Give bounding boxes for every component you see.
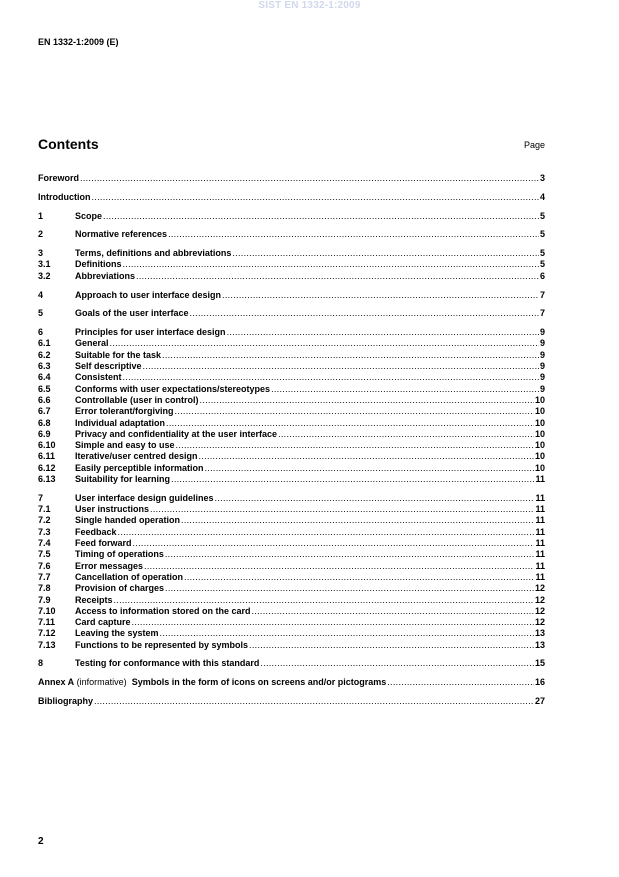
toc-leader-dots bbox=[200, 395, 534, 406]
toc-entry-title bbox=[75, 628, 159, 639]
toc-entry-title bbox=[75, 361, 142, 372]
toc-entry-page: 7 bbox=[539, 308, 545, 319]
page-column-label: Page bbox=[523, 140, 545, 150]
toc-entry-title bbox=[38, 696, 93, 707]
toc-entry-page: 15 bbox=[534, 658, 545, 669]
toc-entry[interactable] bbox=[38, 658, 545, 669]
toc-entry-number: 6.8 bbox=[38, 417, 51, 428]
toc-entry-title bbox=[75, 372, 122, 383]
table-of-contents bbox=[38, 173, 545, 707]
toc-entry[interactable] bbox=[38, 211, 545, 222]
toc-entry-number: 6.12 bbox=[38, 462, 56, 473]
toc-leader-dots bbox=[181, 515, 534, 526]
toc-leader-dots bbox=[176, 440, 534, 451]
toc-leader-dots bbox=[165, 549, 535, 560]
toc-entry-number: 7.6 bbox=[38, 560, 51, 571]
toc-entry-page: 12 bbox=[534, 605, 545, 616]
toc-entry-page: 11 bbox=[535, 526, 545, 537]
toc-entry-title-text: Testing for conformance with this standard bbox=[75, 658, 260, 669]
toc-entry-title-text: Scope bbox=[75, 210, 103, 221]
toc-leader-dots bbox=[199, 451, 534, 462]
toc-entry-number: 6.6 bbox=[38, 394, 51, 405]
toc-entry-page: 11 bbox=[535, 538, 545, 549]
toc-entry-title-text: Error tolerant/forgiving bbox=[75, 406, 174, 417]
toc-entry-page: 5 bbox=[539, 229, 545, 240]
toc-entry-number: 3 bbox=[38, 248, 44, 259]
toc-entry[interactable] bbox=[38, 259, 545, 270]
toc-leader-dots bbox=[123, 259, 539, 270]
toc-entry-title bbox=[75, 504, 149, 515]
toc-entry-page: 12 bbox=[534, 583, 545, 594]
toc-entry-page: 11 bbox=[535, 474, 545, 485]
toc-entry-title bbox=[75, 606, 251, 617]
toc-entry-title-text: User instructions bbox=[75, 504, 150, 515]
toc-entry-number: 3.2 bbox=[38, 270, 51, 281]
toc-entry-title-text: Cancellation of operation bbox=[75, 571, 184, 582]
toc-entry-number: 1 bbox=[38, 210, 44, 221]
toc-entry-title bbox=[75, 549, 164, 560]
toc-entry-page: 12 bbox=[534, 594, 545, 605]
toc-entry-title-text: Approach to user interface design bbox=[75, 289, 222, 300]
toc-entry[interactable] bbox=[38, 395, 545, 406]
toc-entry[interactable] bbox=[38, 271, 545, 282]
toc-entry[interactable] bbox=[38, 372, 545, 383]
toc-entry-title-text: Access to information stored on the card bbox=[75, 605, 251, 616]
toc-entry-page: 10 bbox=[534, 394, 545, 405]
toc-entry-page: 10 bbox=[534, 440, 545, 451]
toc-entry-title bbox=[75, 538, 132, 549]
toc-entry-title bbox=[75, 658, 259, 669]
toc-leader-dots bbox=[114, 595, 534, 606]
toc-entry-title-text: Terms, definitions and abbreviations bbox=[75, 248, 232, 259]
toc-entry-number: 6.4 bbox=[38, 372, 51, 383]
toc-entry-page: 27 bbox=[534, 696, 545, 707]
watermark: SIST EN 1332-1:2009 bbox=[258, 0, 361, 11]
toc-entry-page: 10 bbox=[534, 406, 545, 417]
toc-entry-number: 7.12 bbox=[38, 628, 56, 639]
toc-entry-title bbox=[75, 561, 143, 572]
toc-entry-title-text: Card capture bbox=[75, 617, 131, 628]
toc-entry-number: 8 bbox=[38, 658, 44, 669]
toc-entry-title bbox=[75, 640, 248, 651]
toc-entry-title bbox=[75, 290, 221, 301]
toc-entry[interactable] bbox=[38, 229, 545, 240]
toc-leader-dots bbox=[215, 493, 535, 504]
toc-leader-dots bbox=[168, 229, 539, 240]
toc-entry-page: 5 bbox=[539, 259, 545, 270]
toc-entry-title bbox=[75, 463, 204, 474]
toc-entry[interactable] bbox=[38, 308, 545, 319]
toc-entry-title-text: Feedback bbox=[75, 526, 117, 537]
toc-entry-page: 11 bbox=[535, 504, 545, 515]
toc-entry-title-text: Iterative/user centred design bbox=[75, 451, 198, 462]
toc-entry-page: 3 bbox=[539, 173, 545, 183]
toc-entry[interactable] bbox=[38, 595, 545, 606]
toc-entry-page: 9 bbox=[539, 327, 545, 338]
toc-entry-title bbox=[38, 173, 79, 184]
toc-entry-number: 6.2 bbox=[38, 349, 51, 360]
toc-entry-page: 11 bbox=[535, 492, 545, 503]
toc-entry-number: 6.1 bbox=[38, 338, 51, 349]
toc-entry-title bbox=[75, 327, 226, 338]
toc-entry-number: 7.1 bbox=[38, 504, 51, 515]
toc-entry-number: 6.11 bbox=[38, 451, 56, 462]
toc-entry-title bbox=[38, 192, 91, 203]
toc-entry[interactable] bbox=[38, 463, 545, 474]
toc-entry[interactable] bbox=[38, 338, 545, 349]
toc-entry-title-text: Functions to be represented by symbols bbox=[75, 639, 249, 650]
toc-entry-number: 7.4 bbox=[38, 538, 51, 549]
toc-leader-dots bbox=[227, 327, 539, 338]
toc-leader-dots bbox=[103, 211, 539, 222]
toc-entry[interactable] bbox=[38, 290, 545, 301]
toc-entry-title-text: Privacy and confidentiality at the user interface bbox=[75, 428, 278, 439]
document-id: EN 1332-1:2009 (E) bbox=[38, 37, 119, 47]
toc-entry-number: 6 bbox=[38, 327, 44, 338]
toc-leader-dots bbox=[143, 361, 539, 372]
toc-leader-dots bbox=[123, 372, 539, 383]
toc-leader-dots bbox=[278, 429, 534, 440]
toc-entry-title bbox=[75, 429, 277, 440]
toc-entry-page: 10 bbox=[534, 428, 545, 439]
toc-entry[interactable] bbox=[38, 583, 545, 594]
toc-entry-title bbox=[75, 572, 183, 583]
toc-leader-dots bbox=[80, 173, 539, 184]
toc-entry-title-text: Leaving the system bbox=[75, 628, 159, 639]
toc-entry-title-text: Definitions bbox=[75, 259, 122, 270]
toc-entry-title-text: Individual adaptation bbox=[75, 417, 166, 428]
toc-entry-title-text: Suitable for the task bbox=[75, 349, 162, 360]
toc-entry-title bbox=[75, 617, 131, 628]
toc-entry-title-text: Provision of charges bbox=[75, 583, 165, 594]
toc-entry-title bbox=[75, 595, 113, 606]
toc-entry-number: 7 bbox=[38, 492, 44, 503]
toc-entry[interactable] bbox=[38, 538, 545, 549]
contents-title: Contents bbox=[38, 136, 99, 152]
toc-entry-title-text: Timing of operations bbox=[75, 549, 164, 560]
toc-leader-dots bbox=[184, 572, 534, 583]
toc-entry-title-text: Suitability for learning bbox=[75, 474, 171, 485]
toc-leader-dots bbox=[171, 474, 534, 485]
toc-entry-page: 11 bbox=[535, 515, 545, 526]
toc-entry[interactable] bbox=[38, 493, 545, 504]
toc-entry-title bbox=[75, 583, 164, 594]
toc-entry-number: 5 bbox=[38, 308, 44, 319]
toc-entry[interactable] bbox=[38, 561, 545, 572]
toc-entry-title bbox=[75, 406, 174, 417]
toc-leader-dots bbox=[144, 561, 534, 572]
toc-entry-page: 7 bbox=[539, 289, 545, 300]
toc-entry-title-text: Single handed operation bbox=[75, 515, 181, 526]
toc-entry-title-text: Foreword bbox=[38, 173, 80, 183]
toc-entry-title-text: General bbox=[75, 338, 109, 349]
toc-entry-title-text: Abbreviations bbox=[75, 270, 136, 281]
toc-entry-title-text: Error messages bbox=[75, 560, 144, 571]
toc-entry-page: 10 bbox=[534, 451, 545, 462]
toc-entry-title-text: Introduction bbox=[38, 191, 91, 202]
toc-entry-page: 4 bbox=[539, 191, 545, 202]
toc-entry-page: 11 bbox=[535, 571, 545, 582]
toc-entry[interactable] bbox=[38, 640, 545, 651]
toc-entry-title bbox=[75, 418, 165, 429]
toc-leader-dots bbox=[175, 406, 534, 417]
toc-entry-number: 7.8 bbox=[38, 583, 51, 594]
toc-entry-title bbox=[75, 451, 198, 462]
page-number: 2 bbox=[38, 836, 44, 847]
toc-entry-number: 6.7 bbox=[38, 406, 51, 417]
toc-entry[interactable] bbox=[38, 429, 545, 440]
toc-entry-page: 10 bbox=[534, 417, 545, 428]
toc-leader-dots bbox=[190, 308, 539, 319]
toc-entry-title-text: Consistent bbox=[75, 372, 122, 383]
toc-leader-dots bbox=[118, 527, 535, 538]
toc-entry[interactable] bbox=[38, 192, 545, 203]
toc-entry-number: 7.13 bbox=[38, 639, 56, 650]
toc-entry-title bbox=[75, 229, 167, 240]
toc-entry-title bbox=[75, 350, 161, 361]
toc-entry-number: 6.9 bbox=[38, 428, 51, 439]
toc-leader-dots bbox=[165, 583, 534, 594]
toc-leader-dots bbox=[94, 696, 534, 707]
toc-entry-title-text: Goals of the user interface bbox=[75, 308, 189, 319]
toc-entry-title-text: Conforms with user expectations/stereotypes bbox=[75, 383, 271, 394]
toc-entry-number: 3.1 bbox=[38, 259, 51, 270]
toc-leader-dots bbox=[232, 248, 539, 259]
toc-leader-dots bbox=[222, 290, 539, 301]
toc-entry-page: 9 bbox=[539, 383, 545, 394]
toc-entry-number: 6.13 bbox=[38, 474, 56, 485]
toc-entry-title-text: Normative references bbox=[75, 229, 168, 240]
toc-entry[interactable] bbox=[38, 173, 545, 184]
toc-entry-title bbox=[75, 440, 175, 451]
toc-entry[interactable] bbox=[38, 572, 545, 583]
toc-entry[interactable] bbox=[38, 696, 545, 707]
toc-entry-title bbox=[75, 248, 231, 259]
toc-entry-number: 7.3 bbox=[38, 526, 51, 537]
toc-entry-title-text: Self descriptive bbox=[75, 361, 142, 372]
toc-leader-dots bbox=[160, 628, 534, 639]
toc-entry-title-text: User interface design guidelines bbox=[75, 492, 214, 503]
toc-entry[interactable] bbox=[38, 451, 545, 462]
toc-entry[interactable] bbox=[38, 350, 545, 361]
toc-entry-title bbox=[75, 493, 214, 504]
toc-entry-title bbox=[75, 259, 122, 270]
toc-entry[interactable] bbox=[38, 440, 545, 451]
toc-entry-number: 6.5 bbox=[38, 383, 51, 394]
toc-leader-dots bbox=[271, 384, 539, 395]
toc-entry[interactable] bbox=[38, 606, 545, 617]
toc-entry-title-text: Annex A bbox=[38, 677, 75, 688]
toc-leader-dots bbox=[260, 658, 534, 669]
toc-leader-dots bbox=[132, 617, 534, 628]
toc-entry-title bbox=[75, 308, 189, 319]
toc-entry-title-text: Simple and easy to use bbox=[75, 440, 175, 451]
toc-entry[interactable] bbox=[38, 327, 545, 338]
toc-leader-dots bbox=[387, 677, 534, 688]
toc-entry[interactable] bbox=[38, 628, 545, 639]
toc-entry-number: 6.10 bbox=[38, 440, 56, 451]
toc-entry[interactable] bbox=[38, 361, 545, 372]
toc-leader-dots bbox=[92, 192, 539, 203]
toc-entry-page: 9 bbox=[539, 372, 545, 383]
toc-entry-title-text: Controllable (user in control) bbox=[75, 394, 199, 405]
toc-leader-dots bbox=[205, 463, 534, 474]
toc-entry-number: 7.2 bbox=[38, 515, 51, 526]
toc-entry-title bbox=[75, 527, 117, 538]
toc-entry[interactable] bbox=[38, 406, 545, 417]
toc-entry[interactable] bbox=[38, 515, 545, 526]
toc-entry[interactable] bbox=[38, 248, 545, 259]
toc-entry-page: 13 bbox=[534, 628, 545, 639]
toc-entry-page: 10 bbox=[534, 462, 545, 473]
toc-entry-page: 12 bbox=[534, 617, 545, 628]
toc-entry-page: 11 bbox=[535, 549, 545, 560]
toc-entry-title-text: Feed forward bbox=[75, 538, 132, 549]
toc-leader-dots bbox=[249, 640, 534, 651]
toc-entry[interactable] bbox=[38, 384, 545, 395]
toc-leader-dots bbox=[162, 350, 539, 361]
toc-entry-page: 6 bbox=[539, 270, 545, 281]
toc-entry-number: 7.7 bbox=[38, 571, 51, 582]
toc-entry-page: 16 bbox=[534, 677, 545, 688]
toc-entry-title bbox=[75, 474, 170, 485]
toc-entry-title bbox=[75, 395, 199, 406]
toc-entry-page: 9 bbox=[539, 338, 545, 349]
toc-entry-title-text: Receipts bbox=[75, 594, 113, 605]
toc-entry-number: 4 bbox=[38, 289, 44, 300]
toc-entry-number: 6.3 bbox=[38, 361, 51, 372]
toc-entry-annex-type: (informative) bbox=[74, 677, 132, 688]
toc-leader-dots bbox=[136, 271, 539, 282]
toc-entry-number: 7.10 bbox=[38, 605, 56, 616]
toc-entry-title bbox=[75, 271, 135, 282]
toc-entry-number: 7.5 bbox=[38, 549, 51, 560]
toc-entry-number: 7.11 bbox=[38, 617, 56, 628]
toc-entry[interactable] bbox=[38, 474, 545, 485]
toc-entry[interactable] bbox=[38, 677, 545, 688]
toc-entry[interactable] bbox=[38, 527, 545, 538]
toc-entry-page: 9 bbox=[539, 349, 545, 360]
toc-entry-title bbox=[75, 338, 109, 349]
toc-entry[interactable] bbox=[38, 418, 545, 429]
toc-leader-dots bbox=[252, 606, 534, 617]
toc-entry-title bbox=[75, 384, 270, 395]
toc-entry[interactable] bbox=[38, 617, 545, 628]
toc-entry-title-text: Easily perceptible information bbox=[75, 462, 204, 473]
toc-leader-dots bbox=[133, 538, 535, 549]
toc-entry-title-text: Bibliography bbox=[38, 696, 94, 707]
toc-entry-number: 2 bbox=[38, 229, 44, 240]
toc-entry-page: 13 bbox=[534, 639, 545, 650]
toc-entry-page: 5 bbox=[539, 248, 545, 259]
toc-entry-title bbox=[75, 515, 180, 526]
toc-entry[interactable] bbox=[38, 504, 545, 515]
toc-entry-title bbox=[38, 677, 386, 688]
toc-entry-title bbox=[75, 211, 102, 222]
toc-entry[interactable] bbox=[38, 549, 545, 560]
toc-entry-page: 5 bbox=[539, 210, 545, 221]
toc-entry-page: 9 bbox=[539, 361, 545, 372]
toc-entry-title-text: Principles for user interface design bbox=[75, 327, 226, 338]
toc-leader-dots bbox=[110, 338, 539, 349]
toc-entry-number: 7.9 bbox=[38, 594, 51, 605]
toc-leader-dots bbox=[166, 418, 534, 429]
toc-entry-page: 11 bbox=[535, 560, 545, 571]
toc-entry-annex-title: Symbols in the form of icons on screens and/or pictograms bbox=[131, 677, 387, 688]
toc-leader-dots bbox=[150, 504, 534, 515]
